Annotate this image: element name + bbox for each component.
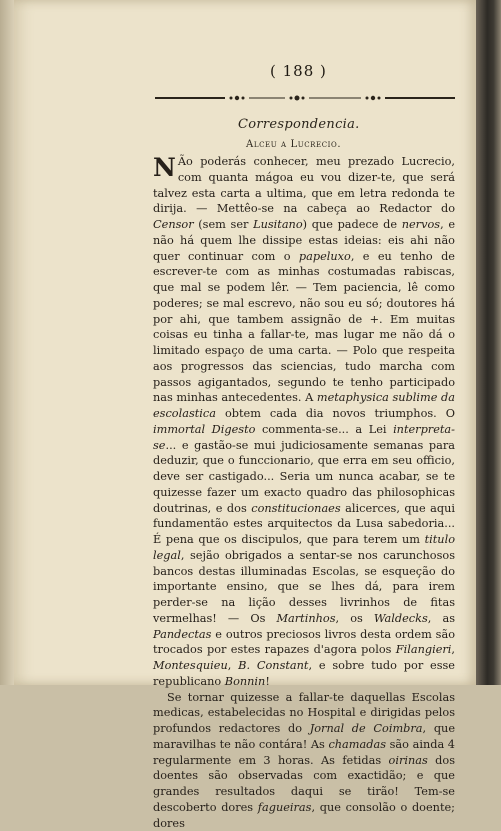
page-number: ( 188 ) xyxy=(270,62,327,80)
text-run: obtem cada dia novos triumphos. O xyxy=(216,407,455,420)
italic-run: Lusitano xyxy=(253,218,303,231)
drop-cap: N xyxy=(153,157,176,179)
text-run: ) que padece de xyxy=(303,218,402,231)
text-run: , os xyxy=(336,612,374,625)
paragraph-1-text xyxy=(153,155,455,688)
italic-run: chamadas xyxy=(328,738,386,751)
paragraph-1 xyxy=(153,154,455,690)
text-run: , e sobre tudo por esse republicano xyxy=(153,659,455,688)
text-run: , sejão obrigados a sentar-se nos carunchosos bancos destas illuminadas Escolas, se esqueção do importante ensino, que se lhes dá, para irem perder-se na lição desses livrinhos de fitas vermelhas! — Os xyxy=(153,549,455,625)
text-run: ! xyxy=(265,675,270,688)
paragraph-2 xyxy=(153,690,455,831)
italic-run: titulo legal xyxy=(153,533,455,562)
text-run: , xyxy=(451,643,455,656)
text-run: alicerces, que aqui fundamentão estes arquitectos da Lusa sabedoria... É pena que os discipulos, que para terem um xyxy=(153,502,455,547)
italic-run: constitucionaes xyxy=(251,502,340,515)
letter-body xyxy=(153,154,455,831)
italic-run: Jornal de Coimbra xyxy=(310,722,423,735)
section-title: Correspondencia. xyxy=(238,117,360,132)
text-run: , e eu tenho de escrever-te com as minhas costumadas rabiscas, que mal se podem lêr. — Tem paciencia, lê como poderes; se mal escrevo, não sou eu só; doutores há por ahi, que tambem assignão de +. Em muitas coisas eu tinha a fallar-te, mas lugar me não dá o limitado espaço de uma carta. — Polo que respeita aos progressos das sciencias, tudo marcha com passos agigantados, segundo te tenho participado nas minhas antecedentes. A xyxy=(153,250,455,405)
italic-run: Martinhos xyxy=(276,612,335,625)
italic-run: nervos xyxy=(402,218,440,231)
text-run: , as xyxy=(428,612,455,625)
text-run: , xyxy=(228,659,238,672)
text-run: e outros preciosos livros desta ordem são trocados por estes rapazes d'agora polos xyxy=(153,628,455,657)
italic-run: B. Constant xyxy=(238,659,308,672)
italic-run: immortal Digesto xyxy=(153,423,255,436)
italic-run: oirinas xyxy=(389,754,428,767)
text-run: , e não há quem lhe dissipe estas ideias: eis ahi não quer continuar com o xyxy=(153,218,455,263)
text-run: , que maravilhas te não contára! As xyxy=(153,722,455,751)
letter-greeting: Alceu a Lucrecio. xyxy=(246,139,341,150)
text-run: commenta-se... a Lei xyxy=(255,423,393,436)
ornamental-rule xyxy=(155,93,455,103)
text-run: ... e gastão-se mui judiciosamente semanas para deduzir, que o funccionario, que erra em seu officio, deve ser castigado... Seria um nunca acabar, se te quizesse fazer um exacto quadro das philosophicas doutrinas, e dos xyxy=(153,439,455,515)
italic-run: Waldecks xyxy=(374,612,428,625)
paragraph-2-text xyxy=(153,691,455,830)
italic-run: papeluxo xyxy=(299,250,351,263)
book-gutter xyxy=(476,0,501,685)
italic-run: fagueiras xyxy=(258,801,312,814)
text-run: Ão poderás conhecer, meu prezado Lucrecio, com quanta mágoa eu vou dizer-te, que será talvez esta carta a ultima, que em letra redonda te dirija. — Mettêo-se na cabeça ao Redactor do xyxy=(153,155,455,215)
page-left-margin xyxy=(0,0,14,685)
text-run: , que consolão o doente; dores xyxy=(153,801,455,830)
italic-run: metaphysica sublime da escolastica xyxy=(153,391,455,420)
italic-run: interpreta-se xyxy=(153,423,455,452)
italic-run: Filangieri xyxy=(396,643,452,656)
text-run: (sem ser xyxy=(194,218,253,231)
text-run: dos doentes são observadas com exactidão; e que grandes resultados daqui se tirão! Tem-se descoberto dores xyxy=(153,754,455,814)
text-run: Se tornar quizesse a fallar-te daquellas Escolas medicas, estabelecidas no Hospital e dirigidas pelos profundos redactores do xyxy=(153,691,455,736)
italic-run: Montesquieu xyxy=(153,659,228,672)
italic-run: Pandectas xyxy=(153,628,211,641)
italic-run: Bonnin xyxy=(225,675,266,688)
italic-run: Censor xyxy=(153,218,194,231)
text-run: são ainda 4 regularmente em 3 horas. As fetidas xyxy=(153,738,455,767)
